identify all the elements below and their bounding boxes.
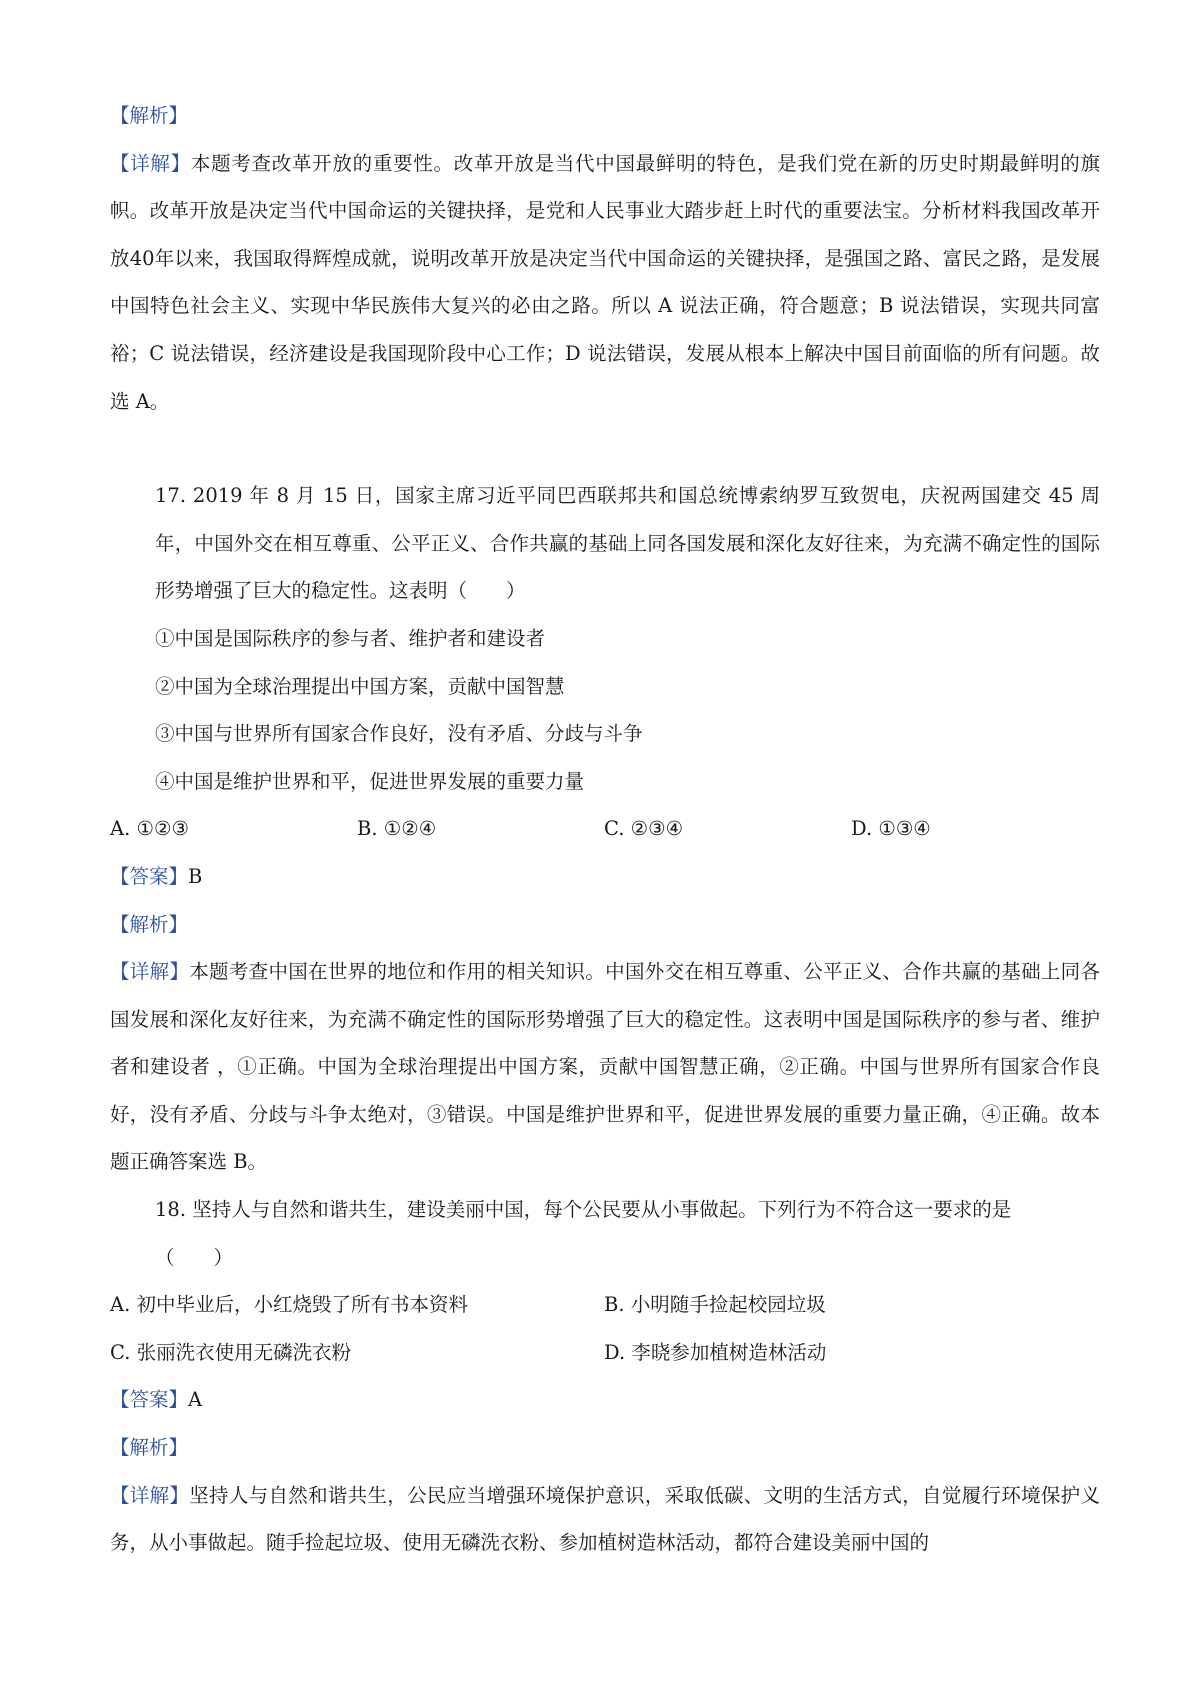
detail-paragraph <box>110 140 1100 426</box>
question-18-detail <box>110 1472 1100 1567</box>
detail-label: 【详解】 <box>110 151 191 175</box>
question-17-stem: 17. 2019 年 8 月 15 日，国家主席习近平同巴西联邦共和国总统博索纳罗互致贺电，庆祝两国建交 45 周年，中国外交在相互尊重、公平正义、合作共赢的基础上同各国发展和深化友好往来，为充满不确定性的国际形势增强了巨大的稳定性。这表明（ ） <box>155 484 1100 603</box>
question-17-item-3: ③中国与世界所有国家合作良好，没有矛盾、分歧与斗争 <box>155 722 643 746</box>
detail-text: 本题考查改革开放的重要性。改革开放是当代中国最鲜明的特色，是我们党在新的历史时期最鲜明的旗帜。改革开放是决定当代中国命运的关键抉择，是党和人民事业大踏步赶上时代的重要法宝。分析材料我国改革开放40年以来，我国取得辉煌成就，说明改革开放是决定当代中国命运的关键抉择，是强国之路、富民之路，是发展中国特色社会主义、实现中华民族伟大复兴的必由之路。所以 A 说法正确，符合题意；B 说法错误，实现共同富裕；C 说法错误，经济建设是我国现阶段中心工作；D 说法错误，发展从根本上解决中国目前面临的所有问题。故选 A。 <box>110 151 1100 413</box>
option-b: B. ①②④ <box>357 817 437 841</box>
question-17-analysis <box>110 901 1100 949</box>
question-18-stem-bracket: （ ） <box>155 1245 234 1269</box>
question-18-analysis <box>110 1424 1100 1472</box>
option-a: A. ①②③ <box>110 817 189 841</box>
answer-value: B <box>188 864 203 888</box>
answer-value: A <box>188 1388 203 1412</box>
answer-label: 【答案】 <box>110 864 189 888</box>
question-17-detail <box>110 948 1100 1186</box>
question-17-item-4: ④中国是维护世界和平，促进世界发展的重要力量 <box>155 769 585 793</box>
analysis-label: 【解析】 <box>110 912 189 936</box>
analysis-label: 【解析】 <box>110 104 189 127</box>
option-d: D. ①③④ <box>851 817 931 841</box>
option-c: C. 张丽洗衣使用无磷洗衣粉 <box>110 1340 352 1364</box>
analysis-heading <box>110 92 1100 140</box>
detail-label: 【详解】 <box>110 960 190 984</box>
question-gap <box>110 425 1100 472</box>
question-18-answer <box>110 1376 1100 1424</box>
question-17-item-2: ②中国为全球治理提出中国方案，贡献中国智慧 <box>155 674 565 698</box>
question-18-options-row-2 <box>110 1329 1100 1377</box>
question-17-options <box>110 805 1100 853</box>
answer-label: 【答案】 <box>110 1388 189 1412</box>
question-18-options-row-1 <box>110 1281 1100 1329</box>
question-17-answer <box>110 853 1100 901</box>
option-b: B. 小明随手捡起校园垃圾 <box>604 1293 826 1317</box>
option-c: C. ②③④ <box>604 817 684 841</box>
detail-text: 本题考查中国在世界的地位和作用的相关知识。中国外交在相互尊重、公平正义、合作共赢的基础上同各国发展和深化友好往来，为充满不确定性的国际形势增强了巨大的稳定性。这表明中国是国际秩序的参与者、维护者和建设者 ，①正确。中国为全球治理提出中国方案，贡献中国智慧正确，②正确。中国与世界所有国家合作良好，没有矛盾、分歧与斗争太绝对，③错误。中国是维护世界和平，促进世界发展的重要力量正确，④正确。故本题正确答案选 B。 <box>110 960 1100 1174</box>
option-a: A. 初中毕业后，小红烧毁了所有书本资料 <box>110 1293 468 1317</box>
document-page <box>110 92 1100 1567</box>
detail-label: 【详解】 <box>110 1483 190 1507</box>
option-d: D. 李晓参加植树造林活动 <box>604 1340 827 1364</box>
detail-text: 坚持人与自然和谐共生，公民应当增强环境保护意识，采取低碳、文明的生活方式，自觉履行环境保护义务，从小事做起。随手捡起垃圾、使用无磷洗衣粉、参加植树造林活动，都符合建设美丽中国的 <box>110 1483 1100 1555</box>
question-18-stem: 18. 坚持人与自然和谐共生，建设美丽中国，每个公民要从小事做起。下列行为不符合这一要求的是 <box>155 1198 1012 1222</box>
question-17-item-1: ①中国是国际秩序的参与者、维护者和建设者 <box>155 626 546 650</box>
analysis-label: 【解析】 <box>110 1436 189 1460</box>
